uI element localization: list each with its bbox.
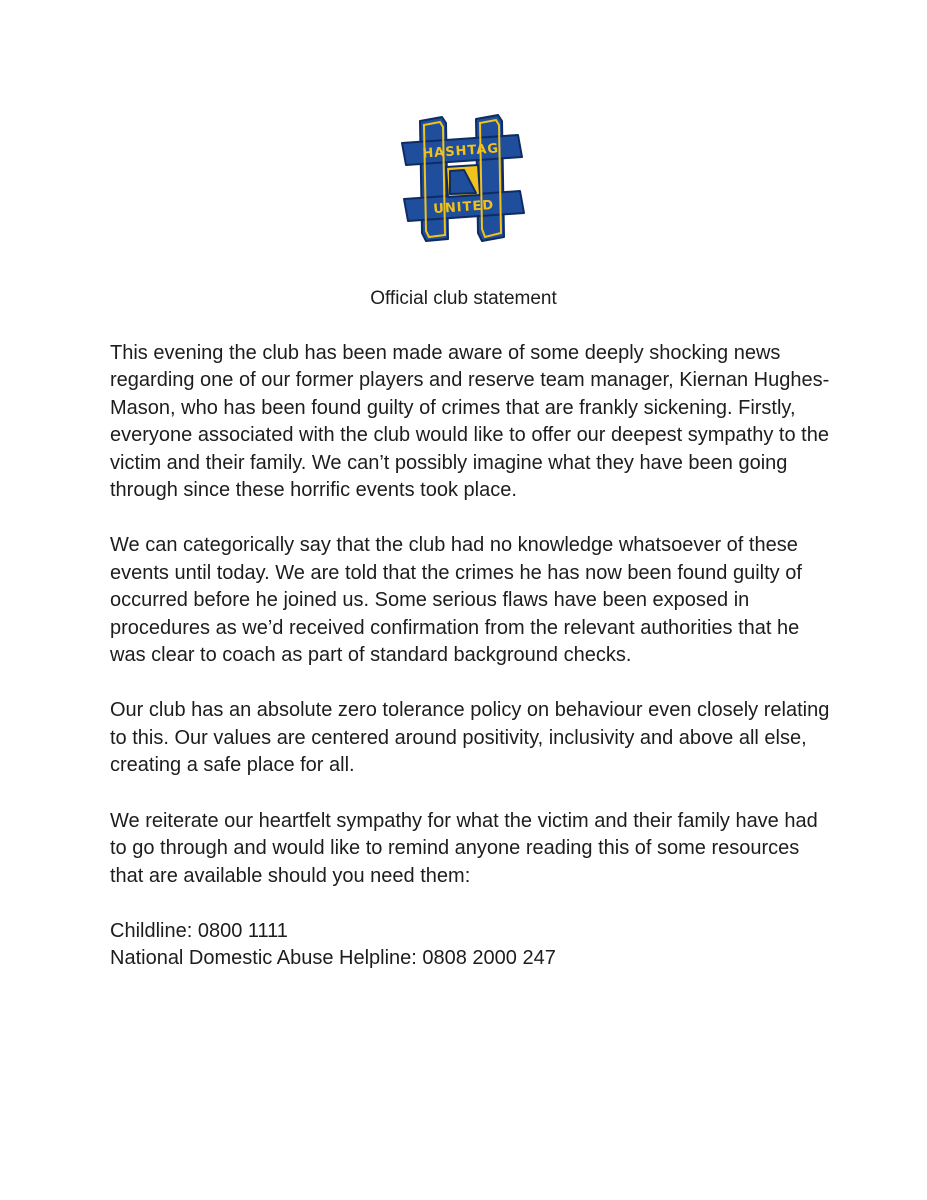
statement-paragraph: This evening the club has been made aware of some deeply shocking news regarding one of our former players and reserve team manager, Kiernan Hughes-Mason, who has been found guilty of crimes that are frankly sickening. Firstly, everyone associated with the club would like to offer our deepest sympathy to the victim and their family. We can’t possibly imagine what they have been going through since these horrific events took place.: [110, 342, 830, 502]
statement-paragraph: Our club has an absolute zero tolerance policy on behaviour even closely relating to this. Our values are centered around positivity, inclusivity and above all else, creating a safe place for all.: [110, 699, 830, 777]
crest-text-bottom: UNITED: [432, 197, 495, 218]
statement-body: [110, 340, 830, 973]
resource-domestic-abuse-helpline: National Domestic Abuse Helpline: 0808 2000 247: [110, 947, 556, 970]
statement-paragraph: We reiterate our heartfelt sympathy for what the victim and their family have had to go through and would like to remind anyone reading this of some resources that are available should you need them:: [110, 809, 818, 887]
resources-list: [110, 918, 830, 973]
statement-paragraph: We can categorically say that the club had no knowledge whatsoever of these events until today. We are told that the crimes he has now been found guilty of occurred before he joined us. Some serious flaws have been exposed in procedures as we’d received confirmation from the relevant authorities that he was clear to coach as part of standard background checks.: [110, 534, 802, 667]
statement-title: Official club statement: [370, 288, 557, 309]
crest-text-top: HASHTAG: [421, 141, 500, 162]
resource-childline: Childline: 0800 1111: [110, 919, 288, 942]
club-crest-logo: [398, 113, 528, 245]
